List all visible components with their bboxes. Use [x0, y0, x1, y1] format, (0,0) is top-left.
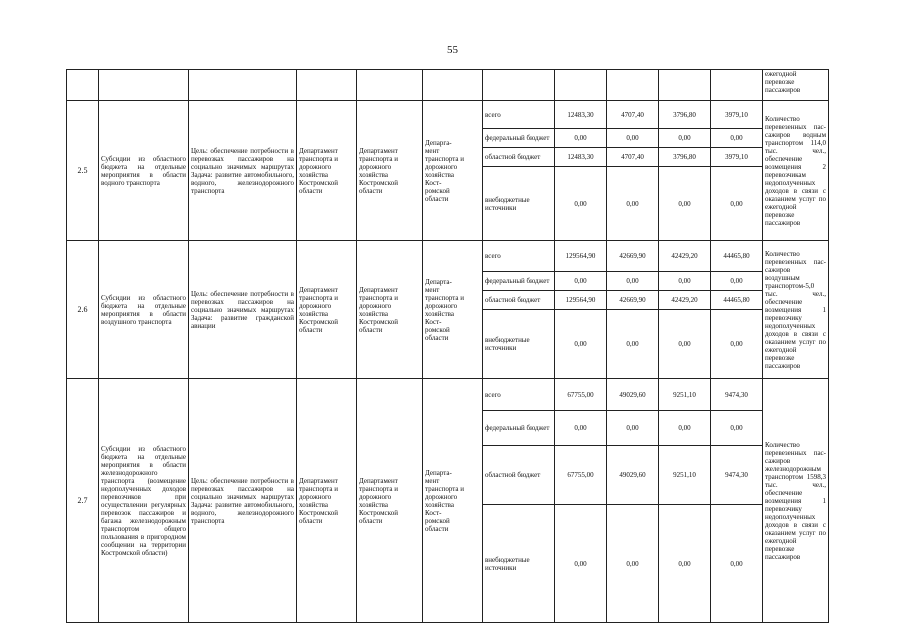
recipient: Депарга- мент транспорта и дорожного хозяйства Кост- ромской области — [423, 101, 483, 241]
funding-value: 0,00 — [607, 272, 659, 291]
measure-name: Субсидии из областного бюджета на отдельные мероприятия в области железнодорожного транспорта (возмещение недополученных доходов перевозчиков при осуществлении регулярных перевозок пассажиров и багажа железнодорожным транспортом общего пользования в пригородном сообщении на территории Костромской области) — [99, 379, 189, 623]
funding-value: 129564,90 — [555, 291, 607, 310]
funding-value: 9474,30 — [711, 446, 763, 505]
co-executor: Департамент транспорта и дорожного хозяйства Костромской области — [357, 379, 423, 623]
funding-value: 4707,40 — [607, 101, 659, 129]
funding-value: 44465,80 — [711, 291, 763, 310]
cell-empty — [659, 70, 711, 101]
funding-value: 9251,10 — [659, 446, 711, 505]
table-row — [67, 101, 829, 129]
funding-value: 0,00 — [659, 167, 711, 241]
funding-value: 0,00 — [555, 411, 607, 446]
co-executor: Департамент транспорта и дорожного хозяйства Костромской области — [357, 101, 423, 241]
funding-value: 42669,90 — [607, 291, 659, 310]
funding-source: внебюджетные источники — [483, 505, 555, 623]
continuation-row — [67, 70, 829, 101]
table-row — [67, 241, 829, 272]
funding-value: 0,00 — [659, 129, 711, 148]
expected-result: Количество перевезенных пас-сажиров железнодорожным транспортом 1598,3 тыс. чел., обеспечение возмещения 1 перевозчику недополученных доходов в связи с оказанием услуг по ежегодной перевозке пассажиров — [763, 379, 829, 623]
funding-value: 3796,80 — [659, 101, 711, 129]
funding-source: областной бюджет — [483, 446, 555, 505]
funding-source: всего — [483, 379, 555, 411]
funding-value: 0,00 — [555, 129, 607, 148]
funding-value: 42669,90 — [607, 241, 659, 272]
funding-source: всего — [483, 241, 555, 272]
funding-value: 44465,80 — [711, 241, 763, 272]
cell-empty — [297, 70, 357, 101]
goal-task: Цель: обеспечение потребности в перевозках пассажиров на социально значимых маршрутах Задача: развитие автомобильного, водного, железнодорожного транспорта — [189, 379, 297, 623]
funding-value: 12483,30 — [555, 101, 607, 129]
row-number: 2.6 — [67, 241, 99, 379]
row-number: 2.5 — [67, 101, 99, 241]
responsible-executor: Департамент транспорта и дорожного хозяйства Костромской области — [297, 101, 357, 241]
cell-empty — [189, 70, 297, 101]
funding-value: 0,00 — [659, 272, 711, 291]
co-executor: Департамент транспорта и дорожного хозяйства Костромской области — [357, 241, 423, 379]
funding-value: 9474,30 — [711, 379, 763, 411]
cell-empty — [99, 70, 189, 101]
funding-value: 42429,20 — [659, 241, 711, 272]
recipient: Департа- мент транспорта и дорожного хозяйства Кост- ромской области — [423, 241, 483, 379]
funding-value: 0,00 — [607, 129, 659, 148]
cell-empty — [483, 70, 555, 101]
page-number: 55 — [447, 44, 458, 56]
cell-empty — [607, 70, 659, 101]
funding-value: 0,00 — [555, 310, 607, 379]
funding-value: 0,00 — [711, 505, 763, 623]
funding-value: 0,00 — [555, 272, 607, 291]
funding-source: федеральный бюджет — [483, 411, 555, 446]
funding-value: 0,00 — [711, 167, 763, 241]
table-row — [67, 379, 829, 411]
funding-value: 0,00 — [659, 310, 711, 379]
cell-empty — [357, 70, 423, 101]
funding-source: областной бюджет — [483, 291, 555, 310]
result-cell: ежегодной перевозке пассажиров — [763, 70, 829, 101]
funding-value: 3979,10 — [711, 101, 763, 129]
funding-value: 0,00 — [555, 505, 607, 623]
cell-empty — [711, 70, 763, 101]
funding-value: 4707,40 — [607, 148, 659, 167]
responsible-executor: Департамент транспорта и дорожного хозяйства Костромской области — [297, 379, 357, 623]
goal-task: Цель: обеспечение потребности в перевозках пассажиров на социально значимых маршрутах Задача: развитие автомобильного, водного, железнодорожного транспорта — [189, 101, 297, 241]
funding-value: 42429,20 — [659, 291, 711, 310]
funding-source: федеральный бюджет — [483, 272, 555, 291]
funding-source: внебюджетные источники — [483, 167, 555, 241]
funding-value: 67755,00 — [555, 446, 607, 505]
recipient: Департа- мент транспорта и дорожного хозяйства Кост- ромской области — [423, 379, 483, 623]
goal-task: Цель: обеспечение потребности в перевозках пассажиров на социально значимых маршрутах Задача: развитие гражданской авиации — [189, 241, 297, 379]
cell-empty — [423, 70, 483, 101]
funding-value: 12483,30 — [555, 148, 607, 167]
funding-source: внебюджетные источники — [483, 310, 555, 379]
funding-source: всего — [483, 101, 555, 129]
cell-empty — [67, 70, 99, 101]
funding-value: 0,00 — [659, 411, 711, 446]
funding-value: 49029,60 — [607, 379, 659, 411]
funding-value: 0,00 — [711, 310, 763, 379]
row-number: 2.7 — [67, 379, 99, 623]
funding-value: 0,00 — [711, 411, 763, 446]
measure-name: Субсидии из областного бюджета на отдельные мероприятия в области водного транспорта — [99, 101, 189, 241]
measure-name: Субсидии из областного бюджета на отдельные мероприятия в области воздушного транспорта — [99, 241, 189, 379]
funding-source: федеральный бюджет — [483, 129, 555, 148]
program-table — [66, 69, 829, 623]
funding-value: 0,00 — [555, 167, 607, 241]
funding-value: 129564,90 — [555, 241, 607, 272]
expected-result: Количество перевезенных пас-сажиров водным транспортом 114,0 тыс. чел., обеспечение возмещения 2 перевозчикам недополученных доходов в связи с оказанием услуг по ежегодной перевозке пассажиров — [763, 101, 829, 241]
funding-value: 0,00 — [607, 411, 659, 446]
funding-value: 3979,10 — [711, 148, 763, 167]
expected-result: Количество перевезенных пас-сажиров воздушным транспортом-5,0 тыс. чел., обеспечение возмещения 1 перевозчику недополученных доходов в связи с оказанием услуг по ежегодной перевозке пассажиров — [763, 241, 829, 379]
funding-value: 49029,60 — [607, 446, 659, 505]
funding-source: областной бюджет — [483, 148, 555, 167]
responsible-executor: Департамент транспорта и дорожного хозяйства Костромской области — [297, 241, 357, 379]
funding-value: 67755,00 — [555, 379, 607, 411]
funding-value: 0,00 — [711, 129, 763, 148]
funding-value: 9251,10 — [659, 379, 711, 411]
funding-value: 0,00 — [607, 310, 659, 379]
funding-value: 0,00 — [607, 505, 659, 623]
funding-value: 0,00 — [607, 167, 659, 241]
funding-value: 0,00 — [659, 505, 711, 623]
funding-value: 3796,80 — [659, 148, 711, 167]
funding-value: 0,00 — [711, 272, 763, 291]
cell-empty — [555, 70, 607, 101]
